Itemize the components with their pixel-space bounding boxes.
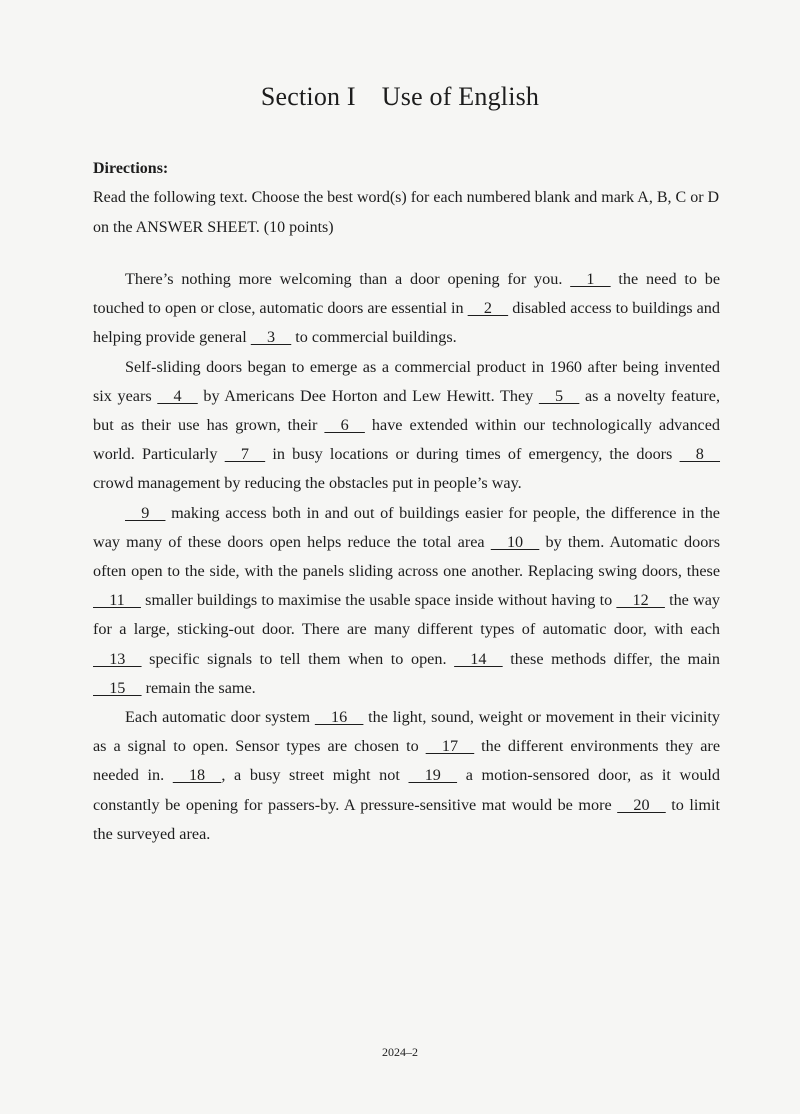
blank-19[interactable]: 19: [408, 766, 458, 785]
blank-5[interactable]: 5: [538, 386, 580, 405]
cloze-passage: [93, 265, 720, 849]
passage-text: the light, sound, weight or movement in their vicinity as a signal to open. Sensor types are chosen to: [93, 708, 720, 756]
passage-text: Self-sliding doors began to emerge as a commercial product in 1960 after being invented six years: [93, 357, 720, 405]
passage-text: Each automatic door system: [125, 708, 315, 727]
passage-text: the way for a large, sticking-out door. There are many different types of automatic door, with each: [93, 591, 720, 639]
passage-text: to limit the surveyed area.: [93, 795, 720, 843]
passage-text: smaller buildings to maximise the usable space inside without having to: [140, 591, 617, 610]
passage-text: making access both in and out of buildings easier for people, the difference in the way many of these doors open helps reduce the total area: [93, 503, 720, 551]
passage-text: have extended within our technologically advanced world. Particularly: [93, 416, 720, 464]
passage-paragraph: [93, 353, 720, 499]
blank-7[interactable]: 7: [224, 445, 266, 464]
blank-9[interactable]: 9: [125, 503, 166, 522]
passage-text: the need to be touched to open or close, automatic doors are essential in: [93, 270, 720, 318]
passage-paragraph: [93, 703, 720, 849]
page-number: 2024–2: [382, 1045, 418, 1059]
blank-10[interactable]: 10: [490, 532, 540, 551]
blank-16[interactable]: 16: [314, 708, 364, 727]
directions-text: Read the following text. Choose the best word(s) for each numbered blank and mark A, B, C or D on the ANSWER SHEET. (10 points): [93, 189, 720, 236]
passage-text: by them. Automatic doors often open to the side, with the panels sliding across one another. Replacing swing doors, these: [93, 532, 720, 581]
passage-text: crowd management by reducing the obstacles put in people’s way.: [93, 474, 522, 493]
passage-text: by Americans Dee Horton and Lew Hewitt. They: [197, 386, 539, 405]
blank-20[interactable]: 20: [617, 795, 666, 814]
passage-text: remain the same.: [141, 678, 256, 697]
passage-text: in busy locations or during times of emergency, the doors: [265, 445, 680, 464]
blank-18[interactable]: 18: [172, 766, 222, 785]
passage-text: There’s nothing more welcoming than a door opening for you.: [125, 270, 571, 288]
passage-text: specific signals to tell them when to open.: [141, 649, 455, 668]
blank-17[interactable]: 17: [425, 737, 475, 756]
passage-text: these methods differ, the main: [502, 649, 721, 668]
blank-2[interactable]: 2: [467, 299, 509, 318]
section-title: [0, 82, 800, 112]
passage-text: a motion-sensored door, as it would constantly be opening for passers-by. A pressure-sensitive mat would be more: [93, 766, 721, 814]
section-label: Section I: [260, 82, 356, 111]
passage-text: disabled access to buildings and helping provide general: [93, 299, 720, 347]
section-name: Use of English: [381, 82, 540, 111]
blank-11[interactable]: 11: [93, 591, 141, 610]
passage-text: the different environments they are needed in.: [93, 737, 721, 785]
blank-15[interactable]: 15: [93, 678, 142, 697]
blank-6[interactable]: 6: [324, 416, 365, 435]
blank-3[interactable]: 3: [250, 328, 292, 347]
passage-paragraph: [93, 265, 720, 353]
blank-4[interactable]: 4: [157, 386, 198, 405]
passage-text: , a busy street might not: [221, 766, 409, 785]
blank-14[interactable]: 14: [454, 649, 503, 668]
passage-text: as a novelty feature, but as their use has grown, their: [93, 386, 720, 435]
passage-paragraph: [93, 499, 720, 703]
blank-13[interactable]: 13: [93, 649, 142, 668]
blank-1[interactable]: 1: [570, 270, 611, 288]
directions-heading: Directions:: [93, 160, 169, 177]
blank-12[interactable]: 12: [616, 591, 665, 610]
blank-8[interactable]: 8: [679, 445, 721, 464]
passage-text: to commercial buildings.: [291, 328, 457, 347]
